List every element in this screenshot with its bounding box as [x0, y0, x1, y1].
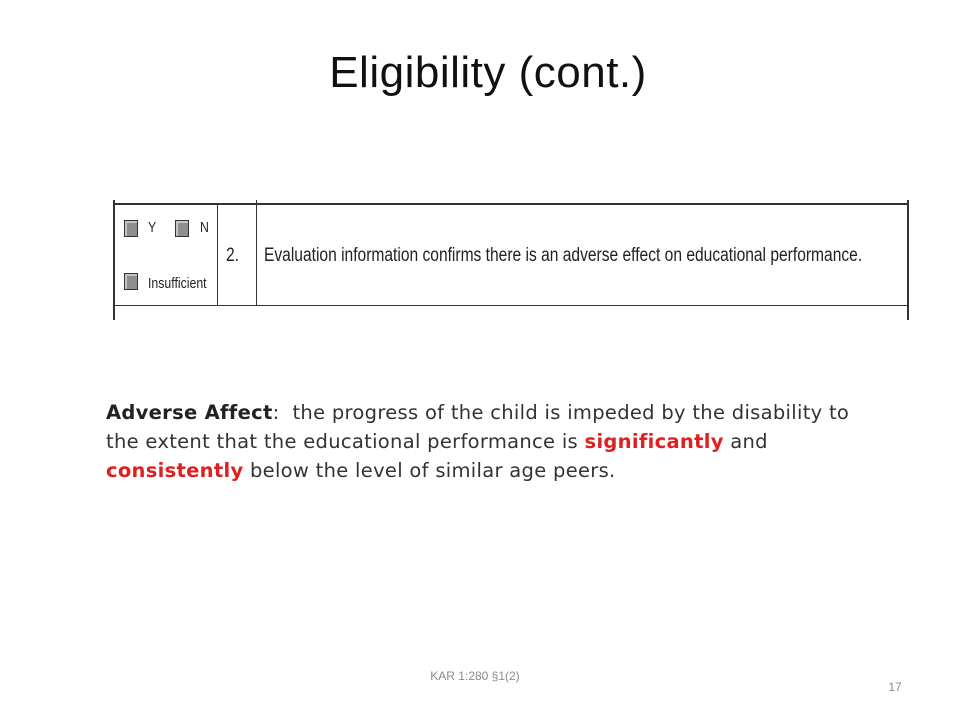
- definition-colon: :: [272, 401, 280, 424]
- emphasis-significantly: significantly: [584, 430, 724, 453]
- definition-term: Adverse Affect: [106, 401, 273, 424]
- slide-title: Eligibility (cont.): [329, 48, 647, 97]
- checkbox-yes-label: Y: [148, 219, 157, 236]
- checkbox-yes[interactable]: [124, 220, 138, 237]
- footer-citation: KAR 1:280 §1(2): [430, 669, 520, 683]
- emphasis-consistently: consistently: [106, 459, 244, 482]
- checkbox-no-label: N: [200, 219, 209, 236]
- checkbox-insufficient[interactable]: [124, 273, 138, 290]
- definition-text-part-2: and: [723, 430, 775, 453]
- definition-text-part-1: the progress of the child is impeded by the disability to the extent that the educational performance is: [106, 401, 856, 453]
- form-col-divider-1: [217, 203, 218, 306]
- checkbox-no[interactable]: [175, 220, 189, 237]
- form-item-text: Evaluation information confirms there is an adverse effect on educational performance.: [264, 245, 863, 266]
- definition-text-part-3: below the level of similar age peers.: [243, 459, 616, 482]
- checkbox-insufficient-label: Insufficient: [148, 275, 207, 292]
- form-left-border: [113, 200, 115, 320]
- form-top-border: [113, 203, 909, 205]
- page-number: 17: [888, 680, 902, 694]
- form-bottom-border: [113, 305, 909, 306]
- eligibility-form-excerpt: [113, 196, 909, 320]
- form-col-divider-2: [256, 200, 257, 306]
- form-item-number: 2.: [226, 245, 240, 266]
- definition-paragraph: [106, 398, 866, 485]
- form-right-border: [907, 200, 909, 320]
